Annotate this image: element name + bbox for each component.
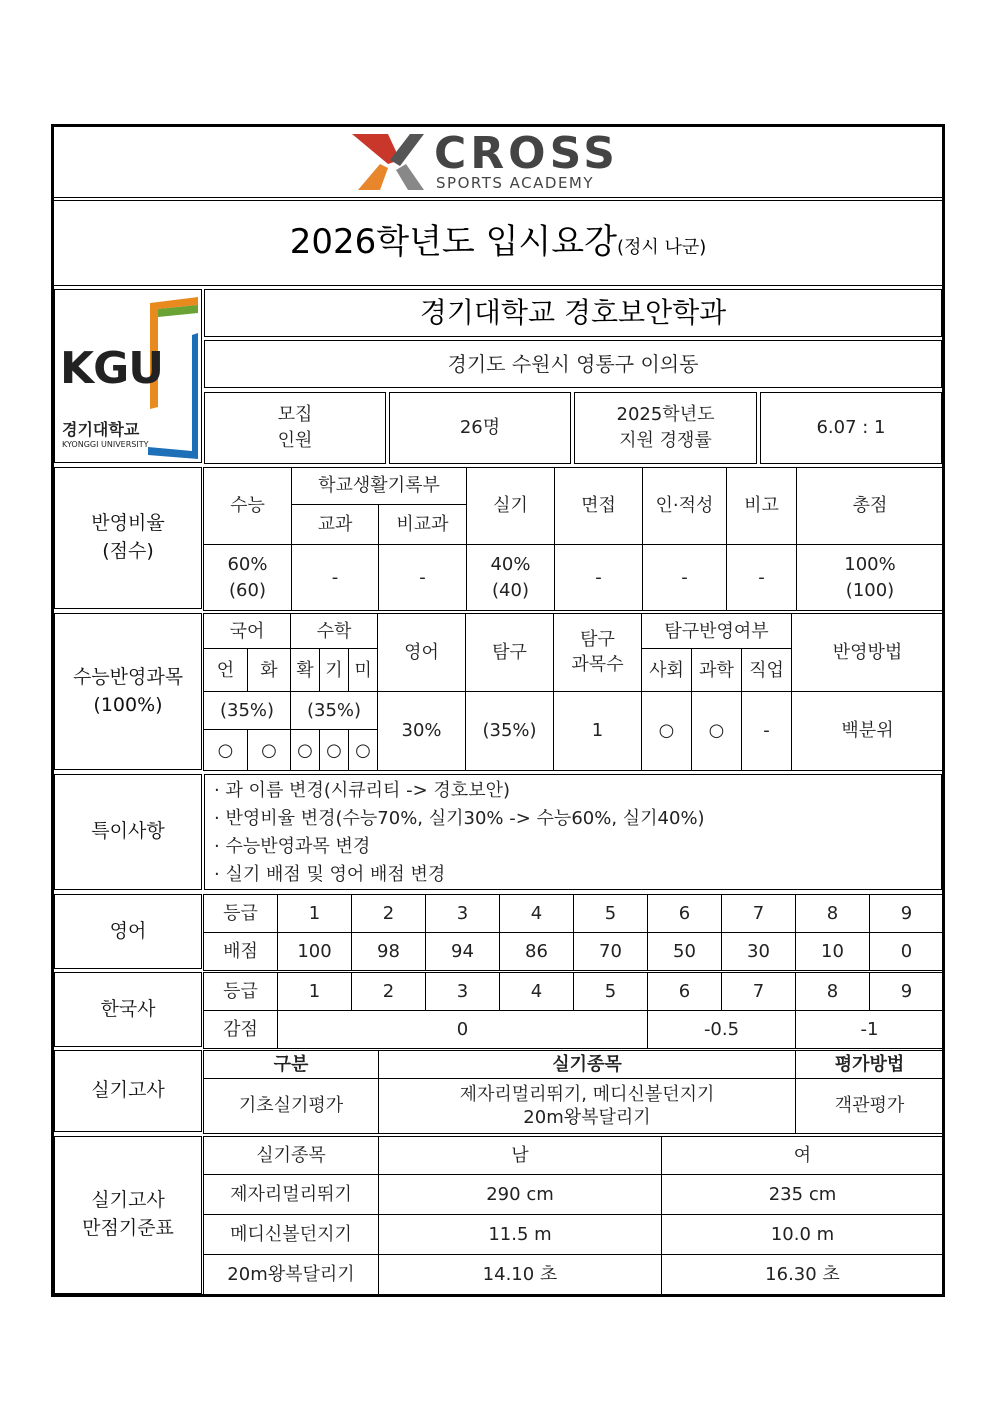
note-item: · 반영비율 변경(수능70%, 실기30% -> 수능60%, 실기40%) [214,808,705,829]
history-grade: 1 [278,973,352,1011]
subj-header-social: 사회 [642,649,692,692]
kgu-logo [58,295,200,459]
history-deduct-8-9: -1 [796,1011,944,1049]
notes-label [54,774,202,890]
subj-value-hwa: ○ [248,730,291,771]
subj-header-hwa: 화 [248,649,291,692]
practical-label [54,1050,202,1132]
english-score: 50 [648,933,722,971]
subj-value-method: 백분위 [792,691,944,770]
english-grade: 3 [426,895,500,933]
ratio-table [203,467,944,611]
subj-header-hwak: 확 [291,649,320,692]
english-grade: 2 [352,895,426,933]
perfect-label-text: 실기고사 만점기준표 [82,1189,174,1239]
practical-header-events: 실기종목 [379,1051,796,1079]
subj-value-math-pct: (35%) [291,691,378,729]
subj-header-korean: 국어 [204,614,291,649]
english-grade-label: 등급 [204,895,278,933]
history-grade: 6 [648,973,722,1011]
notes-label-text: 특이사항 [91,820,165,843]
ratio-value-etc: - [727,545,797,611]
subjects-table [203,613,944,771]
kgu-logo-english: KYONGGI UNIVERSITY [62,440,149,449]
ratio-value-bigyogwa: - [379,545,467,611]
history-table [203,972,944,1049]
competition-value [760,392,942,464]
practical-table [203,1050,944,1134]
ratio-label-text: 반영비율 (점수) [91,512,165,562]
recruit-label-text: 모집 인원 [277,403,313,451]
english-grade: 7 [722,895,796,933]
english-score: 10 [796,933,870,971]
ratio-label [54,467,202,609]
subj-value-science: ○ [692,691,742,770]
history-deduct-label: 감점 [204,1011,278,1049]
perfect-event: 메디신볼던지기 [204,1215,379,1255]
subj-header-science: 과학 [692,649,742,692]
english-label-text: 영어 [109,919,147,942]
university-address [204,340,942,388]
ratio-header-total: 총점 [797,468,944,545]
subj-header-method: 반영방법 [792,614,944,692]
english-score: 98 [352,933,426,971]
english-score: 70 [574,933,648,971]
cross-logo [350,130,640,194]
history-deduct-1-5: 0 [278,1011,648,1049]
english-score: 0 [870,933,944,971]
english-score: 100 [278,933,352,971]
practical-category: 기초실기평가 [204,1079,379,1134]
kgu-logo-korean: 경기대학교 [62,420,140,439]
subjects-label [54,613,202,770]
subj-value-eon: ○ [204,730,248,771]
university-name-text: 경기대학교 경호보안학과 [419,295,727,329]
ratio-value-personality: - [643,545,727,611]
history-grade: 4 [500,973,574,1011]
subj-value-social: ○ [642,691,692,770]
university-name [204,289,942,337]
english-score-label: 배점 [204,933,278,971]
ratio-header-suneung: 수능 [204,468,292,545]
practical-method: 객관평가 [796,1079,944,1134]
history-grade: 5 [574,973,648,1011]
english-grade: 6 [648,895,722,933]
ratio-value-total: 100% (100) [797,545,944,611]
kgu-logo-text: KGU [60,343,163,394]
perfect-table [203,1136,944,1296]
english-grade: 9 [870,895,944,933]
recruit-label [204,392,386,464]
cross-brand-text: CROSS [434,128,619,179]
recruit-value-text: 26명 [459,416,501,438]
perfect-header-event: 실기종목 [204,1137,379,1175]
perfect-event: 제자리멀리뛰기 [204,1175,379,1215]
perfect-event: 20m왕복달리기 [204,1255,379,1296]
history-grade: 9 [870,973,944,1011]
note-item: · 과 이름 변경(시큐리티 -> 경호보안) [214,780,510,801]
table-row [204,1215,944,1255]
perfect-female: 10.0 m [662,1215,944,1255]
practical-label-text: 실기고사 [91,1079,165,1102]
subj-value-tamgu-count: 1 [554,691,642,770]
practical-header-method: 평가방법 [796,1051,944,1079]
history-grade: 3 [426,973,500,1011]
perfect-female: 16.30 초 [662,1255,944,1296]
subj-header-math: 수학 [291,614,378,649]
table-row [204,1255,944,1296]
history-label-text: 한국사 [100,997,156,1020]
subj-value-english: 30% [378,691,466,770]
subj-header-tamgu-count: 탐구 과목수 [554,614,642,692]
page-title-main: 2026학년도 입시요강 [289,222,617,262]
history-grade: 2 [352,973,426,1011]
history-deduct-6-7: -0.5 [648,1011,796,1049]
english-grade: 4 [500,895,574,933]
subj-header-mi: 미 [349,649,378,692]
english-label [54,894,202,969]
english-table [203,894,944,971]
perfect-male: 290 cm [379,1175,662,1215]
subj-value-tamgu: (35%) [466,691,554,770]
perfect-header-male: 남 [379,1137,662,1175]
practical-events: 제자리멀리뛰기, 메디신볼던지기 20m왕복달리기 [379,1079,796,1134]
history-grade-label: 등급 [204,973,278,1011]
subj-value-gi: ○ [320,730,349,771]
subj-value-job: - [742,691,792,770]
subj-header-gi: 기 [320,649,349,692]
cross-x-icon [350,130,430,194]
subj-value-korean-pct: (35%) [204,691,291,729]
history-label [54,972,202,1047]
ratio-header-interview: 면접 [555,468,643,545]
subj-value-hwak: ○ [291,730,320,771]
subj-header-eon: 언 [204,649,248,692]
competition-value-text: 6.07 : 1 [816,416,886,438]
page-title-sub: (정시 나군) [616,237,707,258]
english-grade: 8 [796,895,870,933]
table-row [204,1175,944,1215]
ratio-header-personality: 인·적성 [643,468,727,545]
history-grade: 8 [796,973,870,1011]
ratio-header-etc: 비고 [727,468,797,545]
page-title [54,214,942,263]
note-item: · 실기 배점 및 영어 배점 변경 [214,864,446,885]
ratio-header-gyogwa: 교과 [292,505,379,545]
perfect-male: 14.10 초 [379,1255,662,1296]
subj-header-english: 영어 [378,614,466,692]
subj-header-tamgu: 탐구 [466,614,554,692]
subjects-label-text: 수능반영과목 (100%) [72,665,184,716]
perfect-header-female: 여 [662,1137,944,1175]
perfect-male: 11.5 m [379,1215,662,1255]
english-score: 30 [722,933,796,971]
ratio-header-bigyogwa: 비교과 [379,505,467,545]
ratio-value-gyogwa: - [292,545,379,611]
english-grade: 1 [278,895,352,933]
english-score: 94 [426,933,500,971]
cross-sub-text: SPORTS ACADEMY [436,174,595,192]
university-address-text: 경기도 수원시 영통구 이의동 [447,351,699,376]
note-item: · 수능반영과목 변경 [214,836,371,857]
ratio-value-interview: - [555,545,643,611]
competition-label-text: 2025학년도 지원 경쟁률 [616,403,715,451]
english-score: 86 [500,933,574,971]
history-grade: 7 [722,973,796,1011]
recruit-value [389,392,571,464]
subj-header-tamgu-reflect: 탐구반영여부 [642,614,792,649]
english-grade: 5 [574,895,648,933]
ratio-header-silgi: 실기 [467,468,555,545]
competition-label [574,392,757,464]
ratio-header-school-record: 학교생활기록부 [292,468,467,505]
practical-header-category: 구분 [204,1051,379,1079]
ratio-value-silgi: 40% (40) [467,545,555,611]
subj-header-job: 직업 [742,649,792,692]
subj-value-mi: ○ [349,730,378,771]
perfect-label [54,1136,202,1294]
ratio-value-suneung: 60% (60) [204,545,292,611]
perfect-female: 235 cm [662,1175,944,1215]
notes-list [214,777,705,889]
